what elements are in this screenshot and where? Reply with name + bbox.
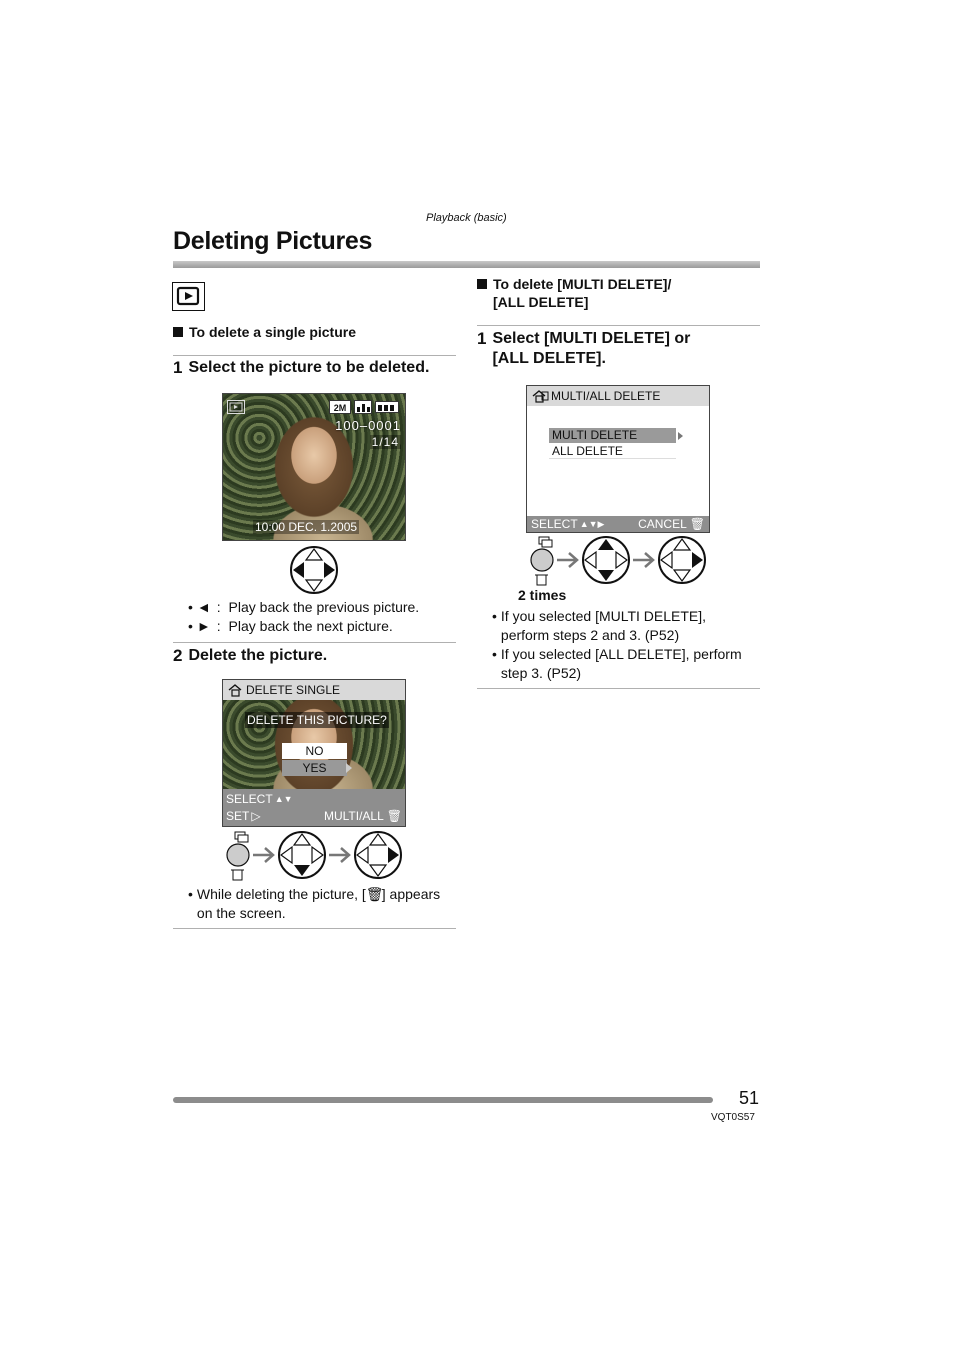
arrow-icon xyxy=(329,848,349,862)
delete-button-icon xyxy=(227,844,249,866)
cursor-instructions xyxy=(188,598,456,636)
divider xyxy=(173,355,456,356)
date-time: 10:00 DEC. 1.2005 xyxy=(255,520,358,534)
step-1-multi: 1 Select [MULTI DELETE] or [ALL DELETE]. xyxy=(477,329,691,367)
play-icon xyxy=(227,400,245,414)
cursor-button-right-icon xyxy=(355,832,401,878)
size-badge: 2M xyxy=(329,400,351,414)
trash-icon: 🗑 xyxy=(365,886,384,902)
quality-icon xyxy=(354,400,372,414)
up-down-right-icon: ▲▼▶ xyxy=(579,519,605,529)
screen-footer: SELECT ▲▼▶ CANCEL 🗑 xyxy=(527,516,709,533)
review-icon xyxy=(539,537,552,547)
review-icon xyxy=(235,832,248,842)
arrow-icon xyxy=(253,848,273,862)
option-arrow-icon xyxy=(346,763,352,773)
option-yes[interactable]: YES xyxy=(282,760,347,776)
playback-mode-icon xyxy=(172,282,205,311)
playback-screen xyxy=(222,393,406,541)
screen-photo xyxy=(223,700,405,789)
list-item: • ► : Play back the next picture. xyxy=(188,618,393,634)
cursor-button-up-down-icon xyxy=(583,537,629,583)
screen-title-bar: MULTI/ALL DELETE xyxy=(527,386,709,406)
divider xyxy=(173,928,456,929)
single-delete-heading: To delete a single picture xyxy=(173,323,458,341)
list-item: • If you selected [ALL DELETE], perform step 3. (P52) xyxy=(492,646,742,681)
button-sequence-right xyxy=(529,535,709,592)
file-number: 100–0001 xyxy=(335,418,401,433)
menu-area xyxy=(527,406,709,516)
step-1-select: 1 Select the picture to be deleted. xyxy=(173,358,430,377)
model-code: VQT0S57 xyxy=(711,1112,755,1123)
delete-menu-icon xyxy=(531,389,549,403)
divider xyxy=(477,688,760,689)
screen-footer: SELECT ▲▼ SET ▷ MULTI/ALL 🗑 xyxy=(223,789,405,827)
page-title: Deleting Pictures xyxy=(173,227,373,255)
page-number: 51 xyxy=(739,1088,760,1108)
divider xyxy=(477,325,760,326)
press-count: 2 times xyxy=(518,587,567,603)
delete-note: • While deleting the picture, [🗑] appears on the screen. xyxy=(188,886,441,921)
picture-count: 1/14 xyxy=(371,435,399,449)
multi-delete-heading: To delete [MULTI DELETE]/ [ALL DELETE] xyxy=(477,275,760,311)
button-sequence xyxy=(225,830,405,887)
menu-item-all-delete[interactable]: ALL DELETE xyxy=(549,444,676,459)
trash-icon xyxy=(231,870,244,880)
screen-title-bar: DELETE SINGLE xyxy=(223,680,405,700)
cursor-button-left-right xyxy=(289,545,339,600)
square-bullet-icon xyxy=(173,327,183,337)
cursor-button-down-icon xyxy=(279,832,325,878)
arrow-icon xyxy=(557,553,577,567)
option-no[interactable]: NO xyxy=(282,743,347,759)
arrow-icon xyxy=(633,553,653,567)
trash-icon: 🗑 xyxy=(689,517,705,531)
right-hint-icon: ▷ xyxy=(251,809,261,823)
title-bar xyxy=(173,261,760,268)
left-arrow-icon: ◄ xyxy=(196,599,211,615)
delete-single-screen xyxy=(222,679,406,827)
footer-bar xyxy=(173,1097,713,1103)
right-arrow-icon: ► xyxy=(196,618,211,634)
battery-icon xyxy=(375,401,399,413)
up-down-icon: ▲▼ xyxy=(274,794,293,804)
trash-icon: 🗑 xyxy=(386,809,402,823)
cursor-button-right-icon xyxy=(659,537,705,583)
multi-all-delete-screen xyxy=(526,385,710,533)
multi-delete-notes xyxy=(492,607,760,683)
divider xyxy=(173,642,456,643)
square-bullet-icon xyxy=(477,279,487,289)
list-item: • If you selected [MULTI DELETE], perform steps 2 and 3. (P52) xyxy=(492,608,707,643)
section-label: Playback (basic) xyxy=(426,212,507,224)
trash-icon xyxy=(535,575,548,585)
step-2-delete: 2 Delete the picture. xyxy=(173,646,328,665)
list-item: • ◄ : Play back the previous picture. xyxy=(188,599,420,615)
submenu-arrow-icon xyxy=(678,432,683,440)
delete-question: DELETE THIS PICTURE? xyxy=(247,713,387,727)
delete-menu-icon xyxy=(227,683,243,697)
menu-item-multi-delete[interactable]: MULTI DELETE xyxy=(549,428,676,443)
